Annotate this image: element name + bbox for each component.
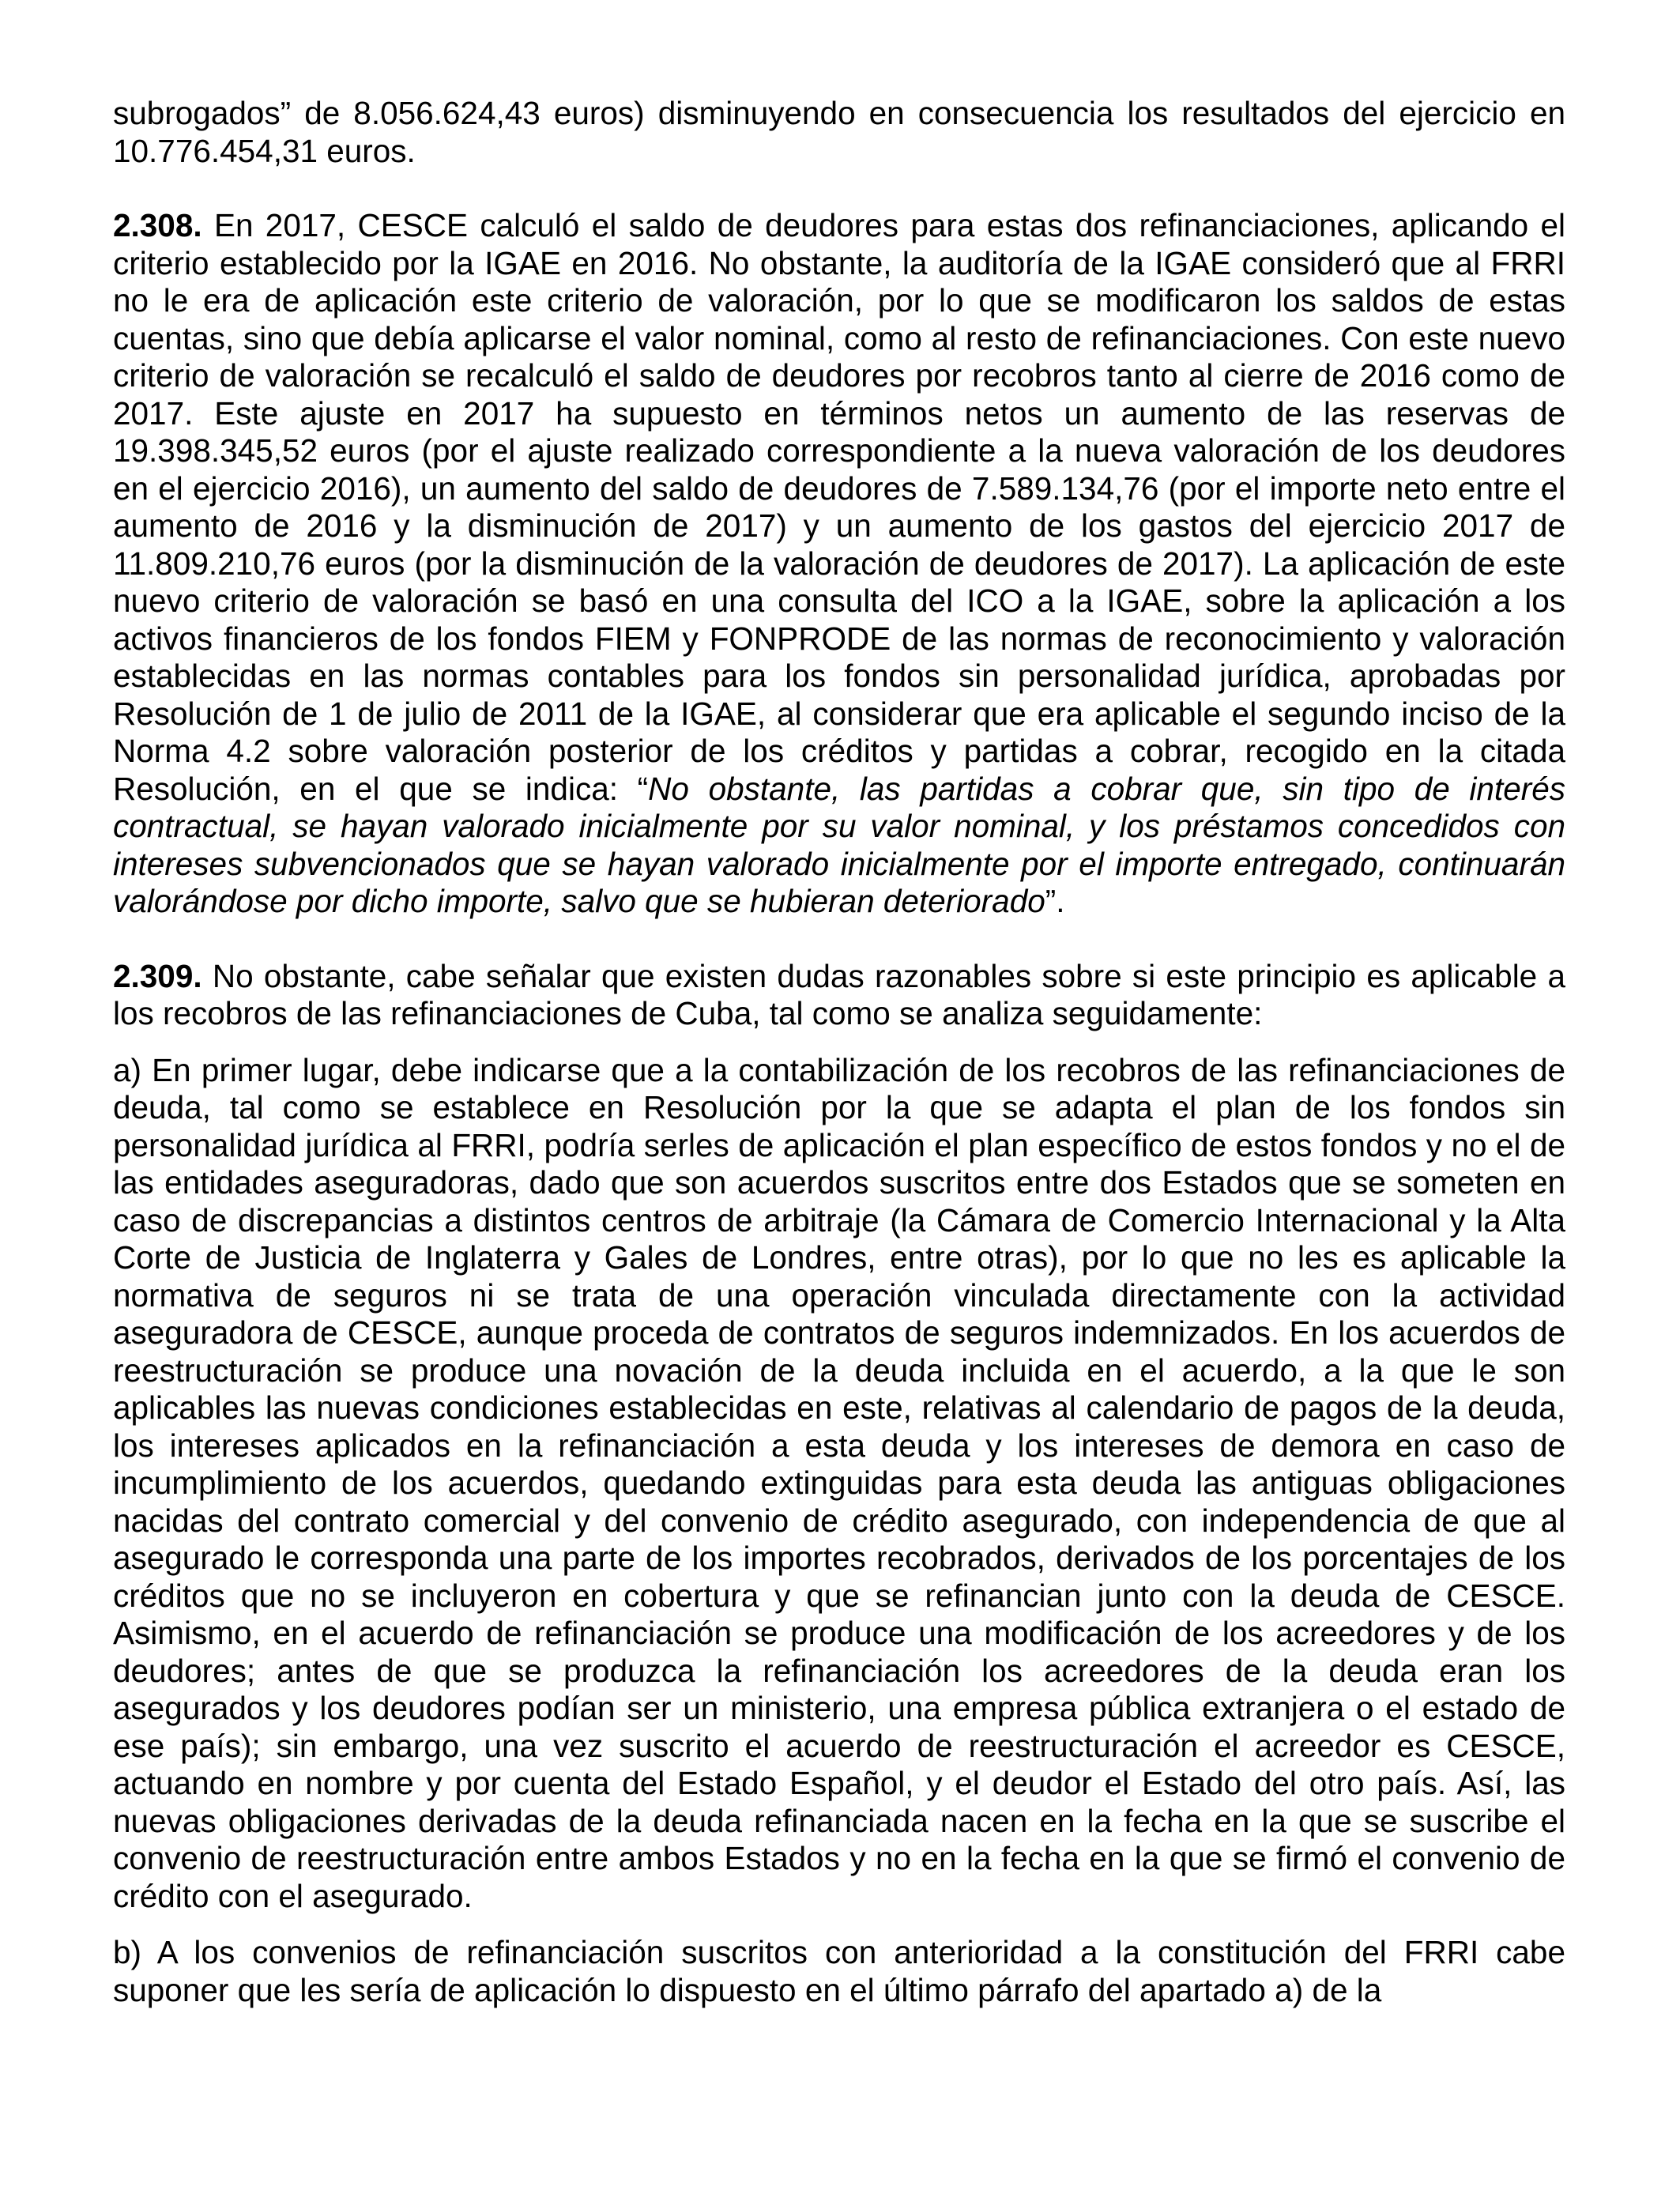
- paragraph-2-309: [113, 958, 1565, 1033]
- paragraph-2-308: [113, 207, 1565, 921]
- paragraph-number: 2.309.: [113, 957, 202, 994]
- item-b-text: b) A los convenios de refinanciación suscritos con anterioridad a la constitución del FRRI cabe suponer que les sería de aplicación lo dispuesto en el último párrafo del apartado a) de la: [113, 1934, 1565, 2008]
- list-item-a: [113, 1052, 1565, 1916]
- quoted-regulation: No obstante, las partidas a cobrar que, sin tipo de interés contractual, se hayan valorado inicialmente por su valor nominal, y los préstamos concedidos con intereses subvencionados que se hayan valorado inicialmente por el importe entregado, continuarán valorándose por dicho importe, salvo que se hubieran deteriorado: [113, 770, 1565, 919]
- quote-closing: ”.: [1045, 883, 1065, 919]
- intro-paragraph: [113, 95, 1565, 170]
- paragraph-number: 2.308.: [113, 207, 202, 243]
- list-item-b: [113, 1934, 1565, 2009]
- document-body: [113, 95, 1565, 2009]
- paragraph-text: No obstante, cabe señalar que existen dudas razonables sobre si este principio es aplicable a los recobros de las refinanciaciones de Cuba, tal como se analiza seguidamente:: [113, 957, 1565, 1031]
- item-a-text: a) En primer lugar, debe indicarse que a la contabilización de los recobros de las refinanciaciones de deuda, tal como se establece en Resolución por la que se adapta el plan de los fondos sin personalidad jurídica al FRRI, podría serles de aplicación el plan específico de estos fondos y no el de las entidades aseguradoras, dado que son acuerdos suscritos entre dos Estados que se someten en caso de discrepancias a distintos centros de arbitraje (la Cámara de Comercio Internacional y la Alta Corte de Justicia de Inglaterra y Gales de Londres, entre otras), por lo que no les es aplicable la normativa de seguros ni se trata de una operación vinculada directamente con la actividad aseguradora de CESCE, aunque proceda de contratos de seguros indemnizados. En los acuerdos de reestructuración se produce una novación de la deuda incluida en el acuerdo, a la que le son aplicables las nuevas condiciones establecidas en este, relativas al calendario de pagos de la deuda, los intereses aplicados en la refinanciación a esta deuda y los intereses de demora en caso de incumplimiento de los acuerdos, quedando extinguidas para esta deuda las antiguas obligaciones nacidas del contrato comercial y del convenio de crédito asegurado, con independencia de que al asegurado le corresponda una parte de los importes recobrados, derivados de los porcentajes de los créditos que no se incluyeron en cobertura y que se refinancian junto con la deuda de CESCE. Asimismo, en el acuerdo de refinanciación se produce una modificación de los acreedores y de los deudores; antes de que se produzca la refinanciación los acreedores de la deuda eran los asegurados y los deudores podían ser un ministerio, una empresa pública extranjera o el estado de ese país); sin embargo, una vez suscrito el acuerdo de reestructuración el acreedor es CESCE, actuando en nombre y por cuenta del Estado Español, y el deudor el Estado del otro país. Así, las nuevas obligaciones derivadas de la deuda refinanciada nacen en la fecha en la que se suscribe el convenio de reestructuración entre ambos Estados y no en la fecha en la que se firmó el convenio de crédito con el asegurado.: [113, 1051, 1565, 1914]
- paragraph-text: En 2017, CESCE calculó el saldo de deudores para estas dos refinanciaciones, aplicando el criterio establecido por la IGAE en 2016. No obstante, la auditoría de la IGAE consideró que al FRRI no le era de aplicación este criterio de valoración, por lo que se modificaron los saldos de estas cuentas, sino que debía aplicarse el valor nominal, como al resto de refinanciaciones. Con este nuevo criterio de valoración se recalculó el saldo de deudores por recobros tanto al cierre de 2016 como de 2017. Este ajuste en 2017 ha supuesto en términos netos un aumento de las reservas de 19.398.345,52 euros (por el ajuste realizado correspondiente a la nueva valoración de los deudores en el ejercicio 2016), un aumento del saldo de deudores de 7.589.134,76 (por el importe neto entre el aumento de 2016 y la disminución de 2017) y un aumento de los gastos del ejercicio 2017 de 11.809.210,76 euros (por la disminución de la valoración de deudores de 2017). La aplicación de este nuevo criterio de valoración se basó en una consulta del ICO a la IGAE, sobre la aplicación a los activos financieros de los fondos FIEM y FONPRODE de las normas de reconocimiento y valoración establecidas en las normas contables para los fondos sin personalidad jurídica, aprobadas por Resolución de 1 de julio de 2011 de la IGAE, al considerar que era aplicable el segundo inciso de la Norma 4.2 sobre valoración posterior de los créditos y partidas a cobrar, recogido en la citada Resolución, en el que se indica: “: [113, 207, 1565, 807]
- intro-text: subrogados” de 8.056.624,43 euros) disminuyendo en consecuencia los resultados del ejercicio en 10.776.454,31 euros.: [113, 95, 1565, 169]
